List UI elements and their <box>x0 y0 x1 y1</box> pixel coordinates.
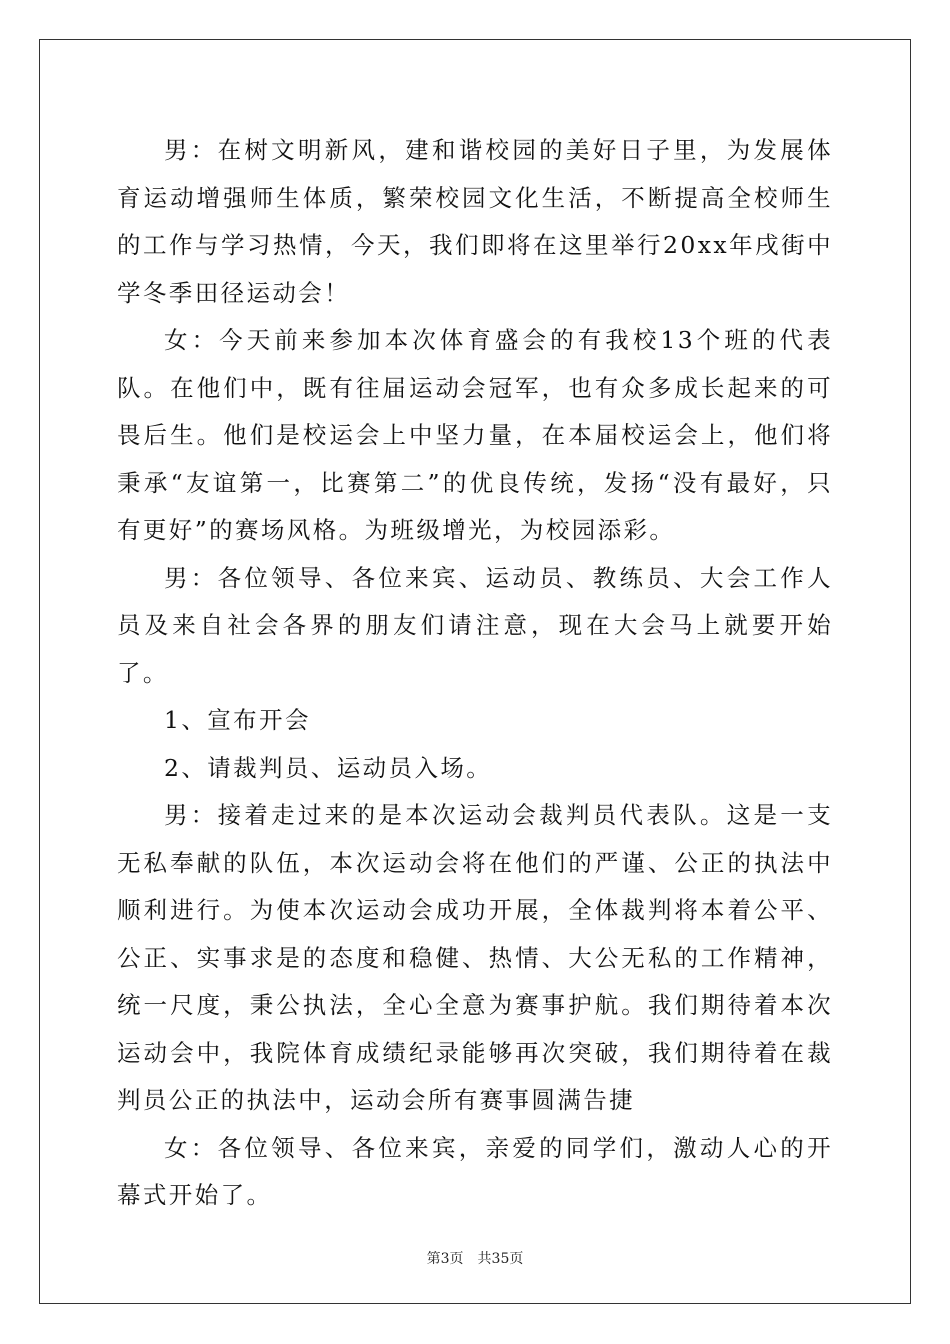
paragraph-3: 男：各位领导、各位来宾、运动员、教练员、大会工作人员及来自社会各界的朋友们请注意，现在大会马上就要开始了。 <box>117 563 833 687</box>
document-body <box>117 127 833 1220</box>
paragraph-2: 女：今天前来参加本次体育盛会的有我校13个班的代表队。在他们中，既有往届运动会冠军，也有众多成长起来的可畏后生。他们是校运会上中坚力量，在本届校运会上，他们将秉承“友谊第一，比赛第二”的优良传统，发扬“没有最好，只有更好”的赛场风格。为班级增光，为校园添彩。 <box>117 326 833 544</box>
paragraph-5: 2、请裁判员、运动员入场。 <box>164 753 493 782</box>
page-footer <box>0 1248 950 1268</box>
paragraph-6: 男：接着走过来的是本次运动会裁判员代表队。这是一支无私奉献的队伍，本次运动会将在他们的严谨、公正的执法中顺利进行。为使本次运动会成功开展，全体裁判将本着公平、公正、实事求是的态度和稳健、热情、大公无私的工作精神，统一尺度，秉公执法，全心全意为赛事护航。我们期待着本次运动会中，我院体育成绩纪录能够再次突破，我们期待着在裁判员公正的执法中，运动会所有赛事圆满告捷 <box>117 801 833 1114</box>
page-total: 共35页 <box>477 1251 524 1267</box>
paragraph-4: 1、宣布开会 <box>164 706 311 734</box>
page-number: 第3页 <box>426 1251 464 1267</box>
paragraph-7: 女：各位领导、各位来宾，亲爱的同学们，激动人心的开幕式开始了。 <box>117 1133 833 1209</box>
paragraph-1: 男：在树文明新风，建和谐校园的美好日子里，为发展体育运动增强师生体质，繁荣校园文化生活，不断提高全校师生的工作与学习热情，今天，我们即将在这里举行20xx年戌街中学冬季田径运动会！ <box>117 136 833 307</box>
